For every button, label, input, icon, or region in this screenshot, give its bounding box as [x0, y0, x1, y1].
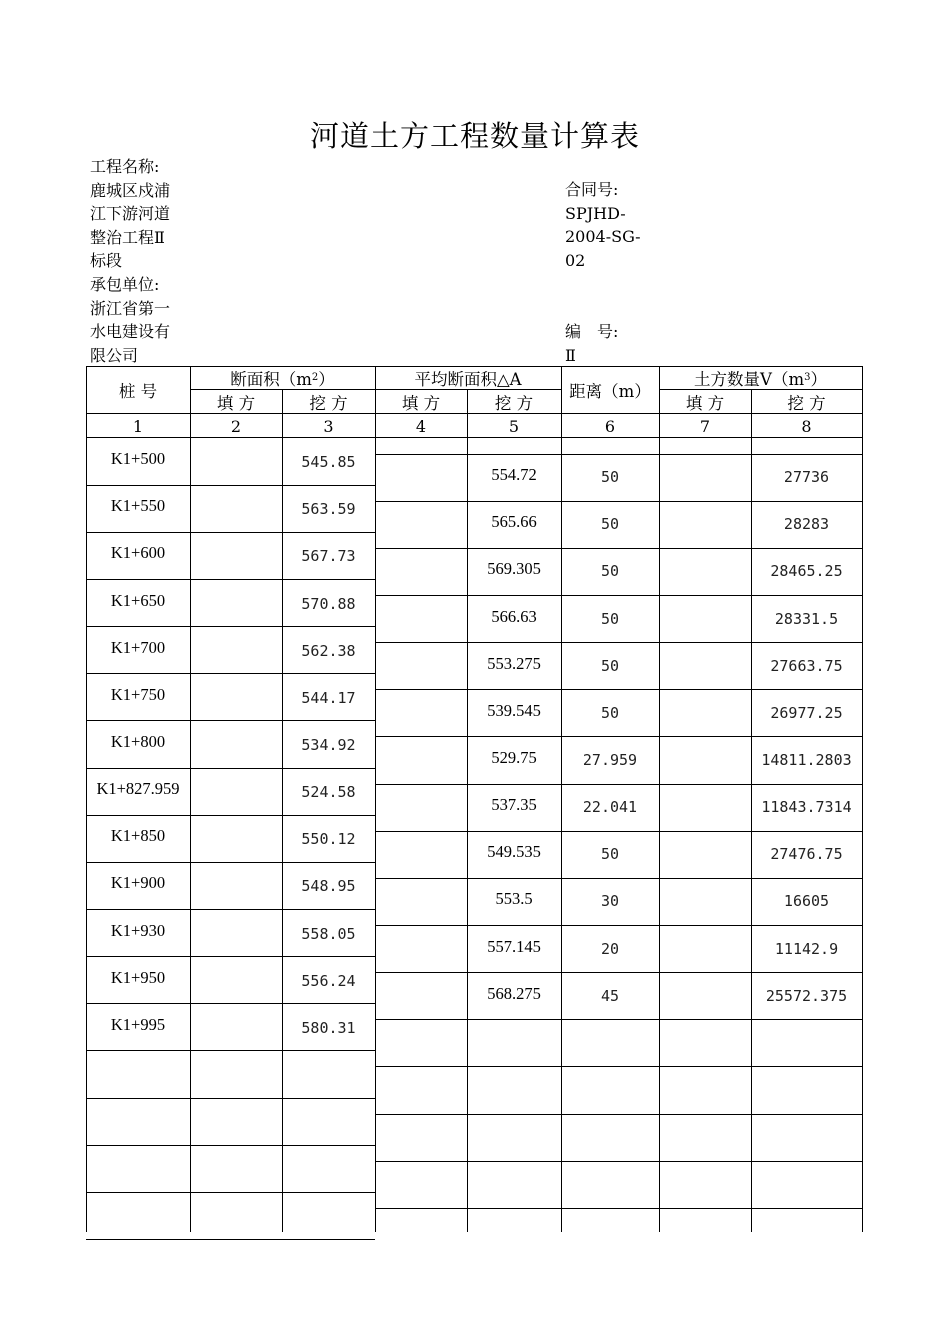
- contractor-line: 限公司: [90, 345, 139, 365]
- distance-value: [561, 1019, 659, 1066]
- section-area-cut: 567.73: [301, 547, 356, 566]
- project-name-label: 工程名称:: [90, 157, 160, 176]
- average-area-cut: 554.72: [491, 465, 537, 485]
- average-area-cut: 557.145: [487, 936, 541, 956]
- column-number: 7: [699, 416, 711, 436]
- pile-station: K1+750: [110, 684, 166, 704]
- pile-station: K1+550: [110, 496, 166, 516]
- section-area-fill: [190, 485, 282, 532]
- project-name-line: 鹿城区戍浦: [90, 180, 171, 200]
- section-area-cut: 558.05: [301, 924, 356, 943]
- average-area-cut: [467, 1206, 561, 1253]
- volume-cut: 11142.9: [774, 939, 839, 958]
- distance-value: 50: [600, 609, 620, 628]
- volume-fill: [659, 1161, 751, 1208]
- table-rule: [751, 413, 752, 437]
- table-rule: [751, 437, 752, 1232]
- volume-cut: 25572.375: [765, 986, 848, 1005]
- contractor-label: 承包单位:: [90, 274, 160, 294]
- pile-station: K1+700: [110, 637, 166, 657]
- section-area-fill: [190, 532, 282, 579]
- header-volume-cut: 挖 方: [787, 393, 826, 413]
- header-pile: 桩 号: [118, 382, 158, 401]
- pile-station: K1+930: [110, 920, 166, 940]
- volume-fill: [659, 878, 751, 925]
- section-area-fill: [190, 673, 282, 720]
- header-area-fill: 填 方: [216, 393, 256, 413]
- volume-fill: [659, 1066, 751, 1113]
- average-area-fill: [375, 784, 467, 831]
- distance-value: 50: [600, 703, 620, 722]
- section-area-cut: 580.31: [301, 1018, 356, 1037]
- distance-value: 27.959: [582, 750, 638, 769]
- volume-fill: [659, 1019, 751, 1066]
- average-area-fill: [375, 878, 467, 925]
- volume-cut: 27736: [783, 468, 830, 487]
- column-number: 6: [604, 416, 616, 436]
- average-area-fill: [375, 548, 467, 595]
- average-area-cut: 539.545: [487, 700, 541, 720]
- section-area-fill: [190, 768, 282, 815]
- section-area-cut: [282, 1193, 375, 1240]
- project-info-block: [90, 155, 170, 367]
- section-area-cut: 544.17: [301, 688, 356, 707]
- section-area-cut: 562.38: [301, 641, 356, 660]
- volume-fill: [659, 1114, 751, 1161]
- header-section-area: 断面积（m 2 ）: [230, 370, 335, 389]
- volume-fill: [659, 925, 751, 972]
- pile-station: K1+900: [110, 873, 166, 893]
- section-area-fill: [190, 956, 282, 1003]
- contract-number-label: 合同号:: [565, 180, 619, 199]
- average-area-cut: 566.63: [491, 606, 537, 626]
- volume-cut: 11843.7314: [761, 798, 852, 817]
- section-area-fill: [190, 1050, 282, 1097]
- average-area-fill: [375, 1019, 467, 1066]
- pile-station: K1+850: [110, 826, 166, 846]
- page-title: 河道土方工程数量计算表: [309, 119, 640, 153]
- section-area-fill: [190, 720, 282, 767]
- average-area-cut: 565.66: [491, 512, 537, 532]
- table-rule: [86, 366, 862, 367]
- section-area-fill: [190, 1145, 282, 1192]
- average-area-cut: [467, 1159, 561, 1206]
- project-name-line: 整治工程Ⅱ: [90, 227, 165, 247]
- table-rule: [86, 413, 87, 437]
- average-area-fill: [375, 689, 467, 736]
- distance-value: 50: [600, 562, 620, 581]
- volume-fill: [659, 454, 751, 501]
- serial-number-value: Ⅱ: [565, 345, 576, 365]
- pile-station: K1+950: [110, 967, 166, 987]
- volume-fill: [659, 736, 751, 783]
- column-number: 3: [323, 416, 334, 436]
- average-area-fill: [375, 1208, 467, 1255]
- average-area-cut: 529.75: [491, 747, 537, 767]
- section-area-cut: 563.59: [301, 500, 356, 519]
- contractor-line: 水电建设有: [90, 322, 171, 342]
- table-rule: [561, 413, 562, 437]
- average-area-fill: [375, 454, 467, 501]
- pile-station: K1+800: [110, 731, 166, 751]
- section-area-fill: [190, 579, 282, 626]
- volume-fill: [659, 1208, 751, 1255]
- header-avg-fill: 填 方: [401, 393, 441, 413]
- header-volume: 土方数量V（m 3 ）: [694, 370, 827, 389]
- section-area-cut: [282, 1146, 375, 1193]
- table-rule: [190, 437, 191, 1232]
- contract-info-block: [565, 178, 641, 272]
- pile-station: K1+827.959: [96, 779, 180, 799]
- table-rule: [862, 437, 863, 1232]
- volume-cut: [751, 1208, 862, 1255]
- pile-station: K1+995: [110, 1014, 166, 1034]
- section-area-fill: [190, 909, 282, 956]
- distance-value: 50: [600, 515, 620, 534]
- volume-cut: 28283: [783, 515, 830, 534]
- volume-cut: 28465.25: [770, 562, 843, 581]
- column-number: 5: [508, 416, 520, 436]
- volume-cut: [751, 1066, 862, 1113]
- volume-cut: 27663.75: [770, 656, 843, 675]
- distance-value: 50: [600, 656, 620, 675]
- table-rule: [282, 437, 283, 1232]
- volume-fill: [659, 784, 751, 831]
- distance-value: 50: [600, 468, 620, 487]
- section-area-fill: [190, 438, 282, 485]
- volume-cut: 27476.75: [770, 845, 843, 864]
- section-area-cut: 556.24: [301, 971, 356, 990]
- average-area-cut: [467, 1112, 561, 1159]
- project-name-line: 江下游河道: [90, 204, 171, 224]
- distance-value: 50: [600, 845, 620, 864]
- column-number: 2: [230, 416, 242, 436]
- average-area-cut: [467, 1064, 561, 1111]
- average-area-fill: [375, 736, 467, 783]
- header-area-cut: 挖 方: [309, 393, 348, 413]
- contract-number-line: SPJHD-: [565, 203, 626, 223]
- average-area-fill: [375, 595, 467, 642]
- serial-number-label: 编 号:: [565, 322, 619, 341]
- section-area-cut: 548.95: [301, 877, 356, 896]
- average-area-cut: 549.535: [487, 842, 541, 862]
- section-area-cut: 534.92: [301, 735, 356, 754]
- volume-fill: [659, 831, 751, 878]
- average-area-cut: 553.5: [495, 889, 533, 909]
- average-area-fill: [375, 642, 467, 689]
- contractor-line: 浙江省第一: [90, 298, 171, 318]
- volume-cut: [751, 1161, 862, 1208]
- pile-station: [86, 1143, 190, 1190]
- average-area-cut: 568.275: [487, 983, 541, 1003]
- header-average-area: 平均断面积△A: [414, 370, 522, 389]
- distance-value: [561, 1208, 659, 1255]
- volume-cut: [751, 1114, 862, 1161]
- section-area-fill: [190, 815, 282, 862]
- header-avg-cut: 挖 方: [494, 393, 534, 413]
- distance-value: 22.041: [582, 798, 638, 817]
- table-rule: [375, 413, 376, 437]
- section-area-cut: 524.58: [301, 783, 356, 802]
- average-area-cut: 553.275: [487, 653, 541, 673]
- volume-fill: [659, 595, 751, 642]
- table-rule: [659, 437, 660, 1232]
- section-area-cut: [282, 1099, 375, 1146]
- distance-value: [561, 1066, 659, 1113]
- table-rule: [467, 437, 468, 1232]
- volume-cut: [751, 1019, 862, 1066]
- section-area-cut: [282, 1051, 375, 1098]
- pile-station: [86, 1048, 190, 1095]
- average-area-fill: [375, 1066, 467, 1113]
- distance-value: [561, 1161, 659, 1208]
- table-rule: [561, 437, 562, 1232]
- table-rule: [659, 389, 862, 390]
- table-rule: [375, 389, 561, 390]
- average-area-fill: [375, 925, 467, 972]
- volume-fill: [659, 548, 751, 595]
- section-area-cut: 545.85: [301, 453, 356, 472]
- average-area-fill: [375, 1114, 467, 1161]
- distance-value: 45: [600, 986, 620, 1005]
- column-number: 4: [415, 416, 427, 436]
- header-volume-fill: 填 方: [685, 393, 725, 413]
- pile-station: K1+650: [110, 590, 166, 610]
- distance-value: 20: [600, 939, 620, 958]
- table-rule: [282, 413, 283, 437]
- volume-cut: 26977.25: [770, 703, 843, 722]
- column-number: 1: [132, 416, 144, 436]
- serial-number-block: [565, 320, 618, 367]
- section-area-fill: [190, 1192, 282, 1239]
- header-distance: 距离（m）: [569, 382, 651, 401]
- volume-fill: [659, 972, 751, 1019]
- contract-number-line: 2004-SG-: [565, 227, 641, 247]
- average-area-fill: [375, 1161, 467, 1208]
- section-area-cut: 570.88: [301, 594, 356, 613]
- average-area-cut: [467, 1017, 561, 1064]
- average-area-cut: 537.35: [491, 795, 537, 815]
- table-rule: [862, 413, 863, 437]
- table-rule: [190, 413, 191, 437]
- section-area-cut: 550.12: [301, 830, 356, 849]
- table-rule: [86, 437, 87, 1232]
- average-area-fill: [375, 831, 467, 878]
- pile-station: [86, 1096, 190, 1143]
- section-area-fill: [190, 1003, 282, 1050]
- contract-number-line: 02: [565, 250, 586, 270]
- volume-fill: [659, 689, 751, 736]
- distance-value: 30: [600, 892, 620, 911]
- table-rule: [659, 413, 660, 437]
- average-area-fill: [375, 972, 467, 1019]
- volume-cut: 16605: [783, 892, 830, 911]
- section-area-fill: [190, 1098, 282, 1145]
- section-area-fill: [190, 862, 282, 909]
- table-rule: [86, 413, 862, 414]
- table-rule: [467, 413, 468, 437]
- project-name-line: 标段: [90, 251, 123, 271]
- pile-station: K1+600: [110, 543, 166, 563]
- pile-station: [86, 1190, 190, 1237]
- column-number: 8: [801, 416, 812, 436]
- distance-value: [561, 1114, 659, 1161]
- volume-cut: 28331.5: [774, 609, 839, 628]
- average-area-fill: [375, 501, 467, 548]
- section-area-fill: [190, 626, 282, 673]
- average-area-cut: 569.305: [487, 559, 541, 579]
- volume-cut: 14811.2803: [761, 750, 852, 769]
- volume-fill: [659, 501, 751, 548]
- pile-station: K1+500: [110, 449, 166, 469]
- volume-fill: [659, 642, 751, 689]
